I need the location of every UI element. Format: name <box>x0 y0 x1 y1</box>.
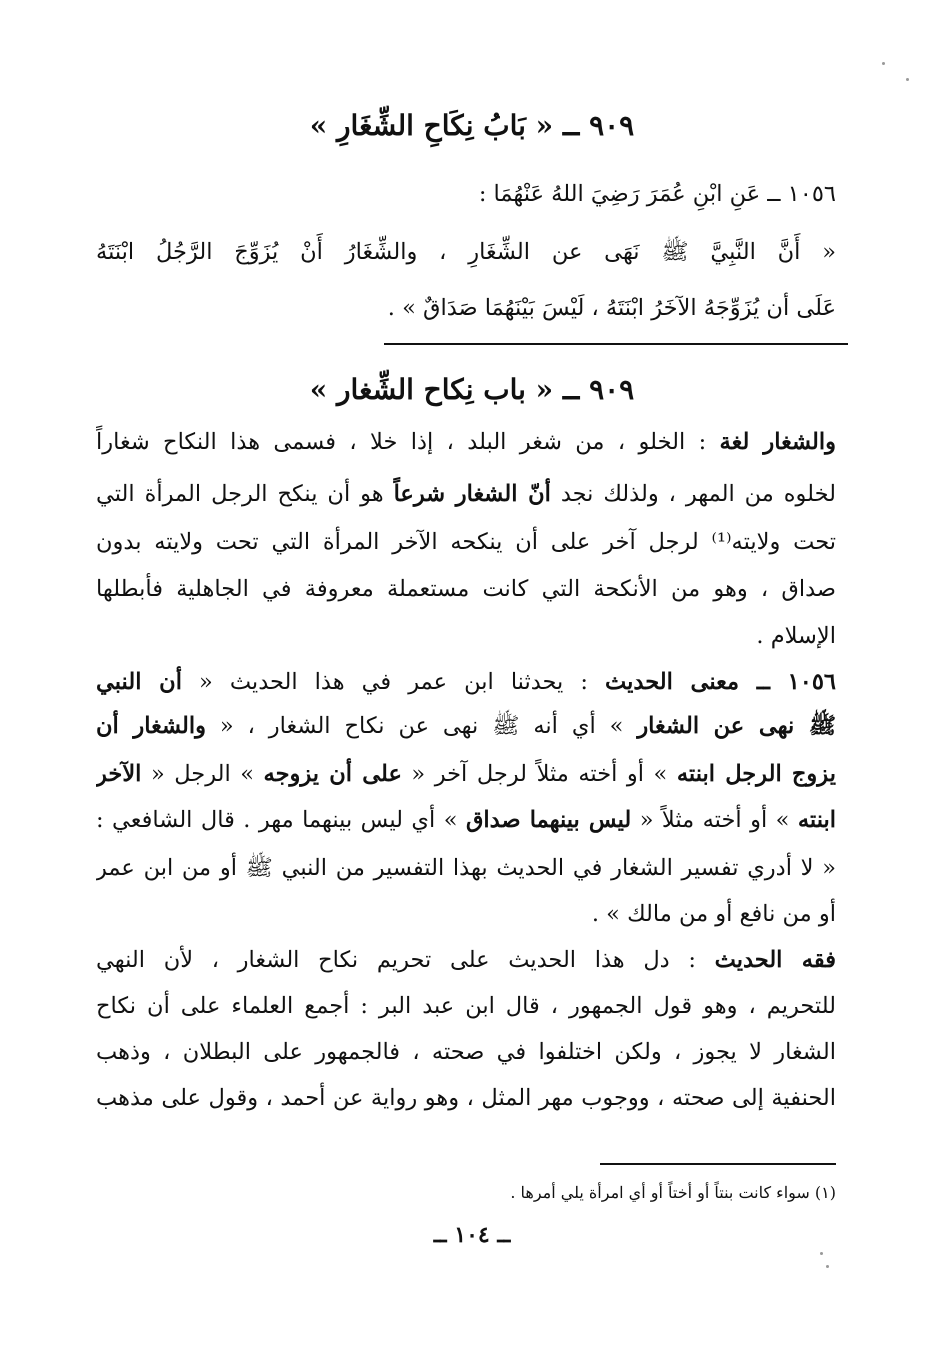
footnote-separator <box>600 1163 836 1165</box>
term-shighar-sharan: أنّ الشغار شرعاً <box>393 481 551 507</box>
para1-line-3: تحت ولايته⁽¹⁾ لرجل آخر على أن ينكحه الآخر المرأة التي تحت ولايته بدون <box>96 529 836 555</box>
scan-speck <box>820 1252 823 1255</box>
para3-line-3: الشغار لا يجوز ، ولكن اختلفوا في صحته ، فالجمهور على البطلان ، وذهب <box>96 1039 836 1065</box>
para2-line-6: أو من نافع أو من مالك » . <box>591 901 836 927</box>
scan-speck <box>882 62 885 65</box>
para2-line-5: « لا أدري تفسير الشغار في الحديث بهذا التفسير من النبي ﷺ أو من ابن عمر <box>96 855 836 881</box>
para3-line-4: الحنفية إلى صحته ، ووجوب مهر المثل ، وهو رواية عن أحمد ، وقول على مذهب <box>96 1085 836 1111</box>
para2-line-1: ١٠٥٦ ــ معنى الحديث : يحدثنا ابن عمر في هذا الحديث « أن النبي <box>96 669 836 695</box>
page-number: ــ ١٠٤ ــ <box>433 1222 511 1248</box>
term-shighar-lughatan: والشغار لغة <box>719 429 836 455</box>
footnote: (١) سواء كانت بنتاً أو أختاً أو أي امرأة يلي أمرها . <box>510 1183 836 1202</box>
para3-line-2: للتحريم ، وهو قول الجمهور ، قال ابن عبد البر : أجمع العلماء على أن نكاح <box>96 993 836 1019</box>
section2-heading: ٩٠٩ ــ « باب نِكاح الشِّغار » <box>309 373 635 406</box>
scan-speck <box>906 78 909 81</box>
para2-line-2: ﷺ نهى عن الشغار » أي أنه ﷺ نهى عن نكاح الشغار ، « والشغار أن <box>96 713 836 739</box>
para1-line-5: الإسلام . <box>756 623 836 649</box>
section-divider <box>384 343 848 345</box>
para3-line-1: فقه الحديث : دل هذا الحديث على تحريم نكاح الشغار ، لأن النهي <box>96 947 836 973</box>
para1-line-4: صداق ، وهو من الأنكحة التي كانت مستعملة معروفة في الجاهلية فأبطلها <box>96 576 836 602</box>
hadith-line-1: « أَنَّ النَّبِيَّ ﷺ نَهَى عن الشِّغَارِ ، والشِّغَارُ أَنْ يُزَوِّجَ الرَّجُلُ ابْنَتَهُ <box>96 239 836 265</box>
section1-heading: ٩٠٩ ــ « بَابُ نِكَاحِ الشِّغَارِ » <box>309 109 635 142</box>
para2-line-4: ابنته » أو أخته مثلاً « ليس بينهما صداق » أي ليس بينهما مهر . قال الشافعي : <box>96 807 836 833</box>
hadith-intro: ١٠٥٦ ــ عَنِ ابْنِ عُمَرَ رَضِيَ اللهُ عَنْهُمَا : <box>478 181 836 207</box>
hadith-line-2: عَلَى أن يُزَوِّجَهُ الآخَرُ ابْنَتَهُ ، لَيْسَ بَيْنَهُمَا صَدَاقٌ » . <box>387 295 836 321</box>
hadith-meaning-label: ١٠٥٦ ــ معنى الحديث <box>605 669 836 695</box>
para2-line-3: يزوج الرجل ابنته » أو أخته مثلاً لرجل آخر « على أن يزوجه » الرجل « الآخر <box>96 761 836 787</box>
para1-line-2: لخلوه من المهر ، ولذلك نجد أنّ الشغار شرعاً هو أن ينكح الرجل المرأة التي <box>96 481 836 507</box>
para1-line-1: والشغار لغة : الخلو ، من شغر البلد ، إذا خلا ، فسمى هذا النكاح شغاراً <box>96 429 836 455</box>
fiqh-label: فقه الحديث <box>714 947 836 973</box>
scan-speck <box>826 1265 829 1268</box>
